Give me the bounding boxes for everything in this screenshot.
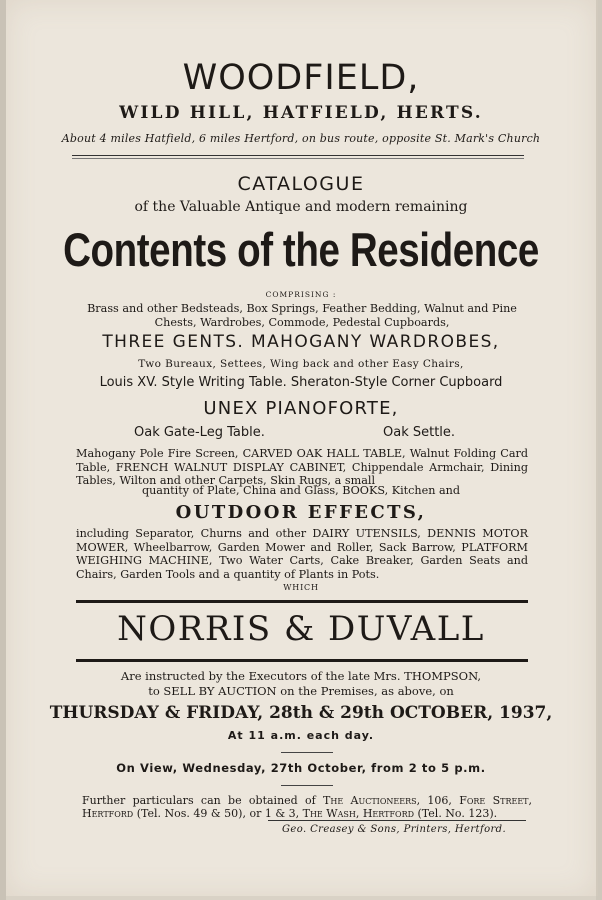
- comprising-label: COMPRISING :: [265, 290, 337, 299]
- instruction-line-1: Are instructed by the Executors of the late Mrs. THOMPSON,: [120, 669, 482, 683]
- further-particulars: [82, 794, 532, 820]
- separator: ,: [528, 794, 533, 807]
- street-name: Fore Street: [459, 794, 529, 807]
- sale-time: At 11 a.m. each day.: [227, 729, 375, 742]
- address-text: , 106,: [416, 794, 460, 807]
- divider-short: [281, 752, 333, 753]
- gate-leg-table: Oak Gate-Leg Table.: [134, 425, 265, 440]
- venue-name: WOODFIELD,: [182, 58, 420, 98]
- venue-directions: About 4 miles Hatfield, 6 miles Hertford, on bus route, opposite St. Mark's Church: [61, 132, 541, 145]
- pianoforte-heading: UNEX PIANOFORTE,: [203, 398, 399, 419]
- main-title: Contents of the Residence: [63, 223, 539, 276]
- further-text: Further particulars can be obtained of: [82, 794, 324, 807]
- furniture-items-last: quantity of Plate, China and Glass, BOOKS, Kitchen and: [141, 484, 461, 497]
- divider: [72, 155, 524, 156]
- instruction-line-2: to SELL BY AUCTION on the Premises, as above, on: [148, 684, 454, 698]
- bedroom-items: Brass and other Bedsteads, Box Springs, Feather Bedding, Walnut and Pine Chests, Wardrobes, Commode, Pedestal Cupboards,: [87, 302, 517, 329]
- which-label: WHICH: [283, 583, 319, 592]
- auctioneer-name: NORRIS & DUVALL: [117, 609, 485, 649]
- venue-address: WILD HILL, HATFIELD, HERTS.: [119, 103, 483, 123]
- catalogue-page: [6, 0, 598, 896]
- divider-short: [281, 785, 333, 786]
- auctioneers-name: The Auctioneers: [323, 794, 417, 807]
- divider-thick: [76, 600, 528, 603]
- outdoor-items: including Separator, Churns and other DAIRY UTENSILS, DENNIS MOTOR MOWER, Wheelbarrow, Garden Mower and Roller, Sack Barrow, PLATFORM WEIGHING MACHINE, Two Water Carts, Cake Breaker, Garden Seats and Chairs, Garden Tools and a quantity of Plants in Pots.: [76, 527, 528, 581]
- outdoor-heading: OUTDOOR EFFECTS,: [175, 502, 427, 523]
- printer-credit: Geo. Creasey & Sons, Printers, Hertford.: [282, 824, 507, 835]
- divider: [268, 820, 526, 821]
- writing-table-items: Louis XV. Style Writing Table. Sheraton-Style Corner Cupboard: [99, 375, 503, 390]
- town-name: Hertford: [362, 807, 415, 820]
- furniture-items: Mahogany Pole Fire Screen, CARVED OAK HALL TABLE, Walnut Folding Card Table, FRENCH WALNUT DISPLAY CABINET, Chippendale Armchair, Dining Tables, Wilton and other Carpets, Skin Rugs, a small: [76, 447, 528, 487]
- bureaux-items: Two Bureaux, Settees, Wing back and other Easy Chairs,: [138, 358, 464, 370]
- separator: ,: [355, 807, 363, 820]
- catalogue-heading: CATALOGUE: [237, 173, 365, 195]
- wardrobes-heading: THREE GENTS. MAHOGANY WARDROBES,: [102, 332, 500, 352]
- telephone-text: (Tel. Nos. 49 & 50), or 1 & 3,: [133, 807, 303, 820]
- town-name: Hertford: [82, 807, 134, 820]
- viewing-times: On View, Wednesday, 27th October, from 2 to 5 p.m.: [116, 761, 486, 775]
- street-name: The Wash: [302, 807, 356, 820]
- telephone-text: (Tel. No. 123).: [414, 807, 498, 820]
- oak-settle: Oak Settle.: [383, 425, 456, 440]
- divider: [72, 158, 524, 159]
- divider-thick: [76, 659, 528, 662]
- sale-dates: THURSDAY & FRIDAY, 28th & 29th OCTOBER, 1937,: [49, 703, 553, 723]
- catalogue-subtitle: of the Valuable Antique and modern remaining: [134, 199, 468, 215]
